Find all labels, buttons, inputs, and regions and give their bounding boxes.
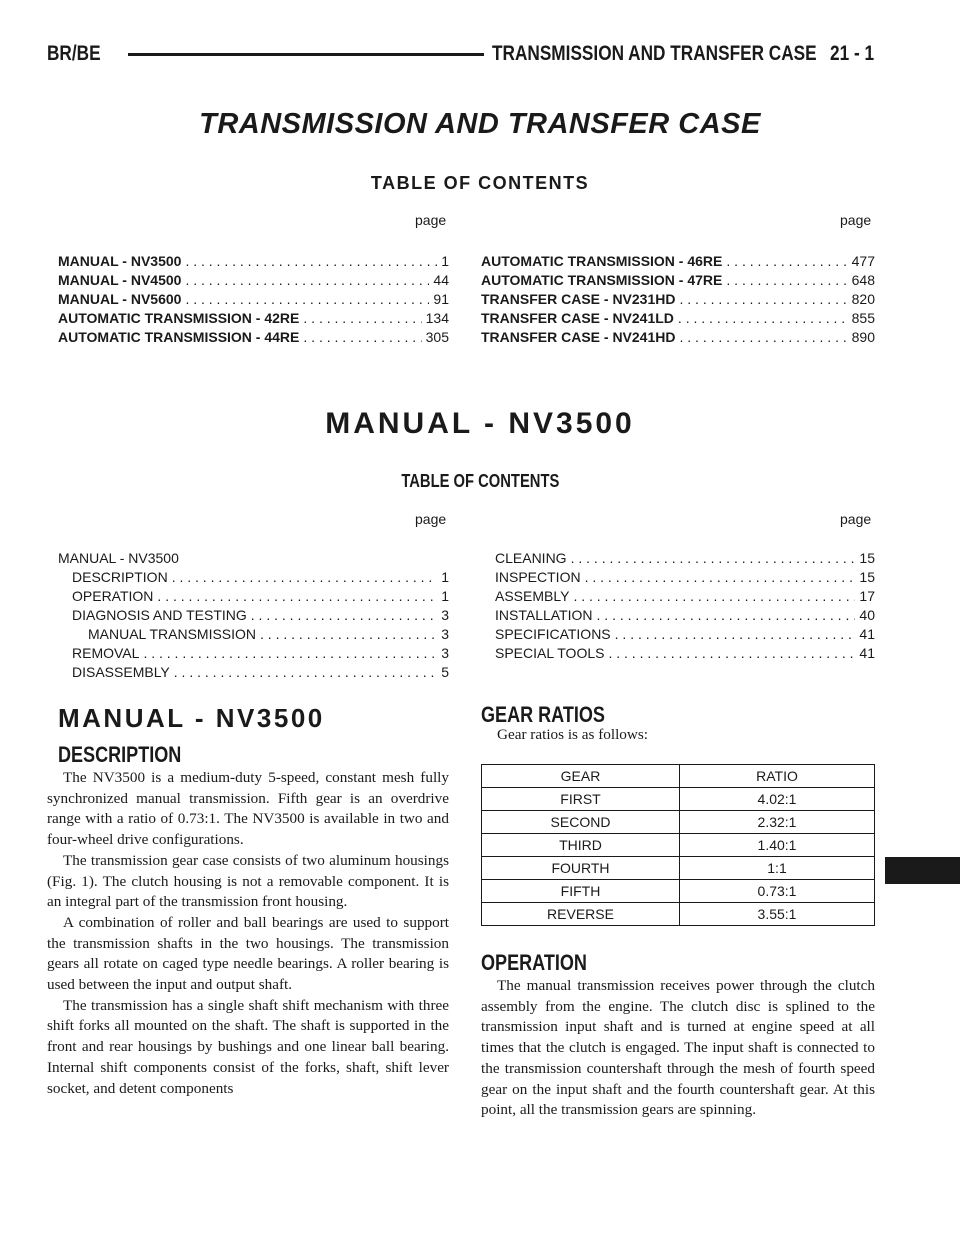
toc-leader (679, 328, 847, 347)
toc-entry[interactable] (481, 271, 875, 290)
toc-leader (615, 625, 856, 644)
toc-entry-page: 305 (425, 329, 449, 345)
toc-entry-page: 15 (859, 550, 875, 566)
toc-entry[interactable] (495, 606, 875, 625)
toc-entry-page: 820 (851, 291, 875, 307)
toc-entry-page: 1 (441, 588, 449, 604)
toc-entry-label: MANUAL - NV4500 (58, 272, 182, 288)
toc-entry[interactable] (58, 644, 449, 663)
toc-entry-label: DISASSEMBLY (72, 664, 170, 680)
toc-leader (573, 587, 855, 606)
header-page-number: 21 - 1 (830, 42, 875, 65)
toc-entry[interactable] (481, 252, 875, 271)
table-header-cell: RATIO (680, 765, 875, 788)
description-paragraph: The transmission gear case consists of two aluminum housings (Fig. 1). The clutch housing is not a removable component. It is an integral part of the transmission front housing. (47, 851, 449, 911)
toc-entry-page: 15 (859, 569, 875, 585)
toc-entry[interactable] (58, 271, 449, 290)
toc-entry-label: AUTOMATIC TRANSMISSION - 44RE (58, 329, 300, 345)
toc-entry-label: AUTOMATIC TRANSMISSION - 42RE (58, 310, 300, 326)
header-section-code: BR/BE (47, 42, 101, 65)
toc-entry-label: CLEANING (495, 550, 567, 566)
toc-entry-page: 17 (859, 588, 875, 604)
toc-entry-page: 3 (441, 645, 449, 661)
toc-entry[interactable] (495, 625, 875, 644)
toc-entry-page: 890 (851, 329, 875, 345)
section-toc-group[interactable] (58, 549, 449, 568)
toc-entry-page: 41 (859, 626, 875, 642)
toc-entry-label: ASSEMBLY (495, 588, 570, 604)
header-rule (128, 53, 484, 56)
table-row (482, 834, 875, 857)
description-paragraph: The transmission has a single shaft shift mechanism with three shift forks all mounted on the shaft. The shaft is supported in the front and rear housings by bushings and one linear ball bearing. Internal shift components consist of the forks, shaft, shift lever socket, and detent components (47, 996, 449, 1097)
toc-leader (726, 252, 847, 271)
table-cell: FIRST (482, 788, 680, 811)
gear-ratios-heading: GEAR RATIOS (481, 702, 605, 727)
toc-entry-page: 855 (851, 310, 875, 326)
toc-entry-page: 5 (441, 664, 449, 680)
description-paragraph: A combination of roller and ball bearings are used to support the transmission shafts in the two housings. The transmission gears all rotate on caged type needle bearings. A roller bearing is used between the input and output shaft. (47, 913, 449, 994)
toc-leader (174, 663, 437, 682)
toc-leader (585, 568, 856, 587)
toc-entry-label: REMOVAL (72, 645, 140, 661)
toc-entry[interactable] (58, 309, 449, 328)
toc-entry[interactable] (495, 644, 875, 663)
table-cell: FOURTH (482, 857, 680, 880)
toc-leader (172, 568, 438, 587)
toc-entry[interactable] (481, 309, 875, 328)
section-toc-heading (0, 471, 960, 492)
toc-leader (678, 309, 848, 328)
table-cell: THIRD (482, 834, 680, 857)
toc-leader (185, 252, 437, 271)
toc-entry-label: DESCRIPTION (72, 569, 168, 585)
toc-entry-page: 44 (433, 272, 449, 288)
toc-entry[interactable] (495, 587, 875, 606)
toc-right-column (481, 252, 875, 347)
toc-entry[interactable] (481, 328, 875, 347)
table-cell: 0.73:1 (680, 880, 875, 903)
toc-leader (157, 587, 437, 606)
header-title: TRANSMISSION AND TRANSFER CASE (492, 42, 817, 65)
toc-entry-page: 40 (859, 607, 875, 623)
table-cell: 2.32:1 (680, 811, 875, 834)
toc-leader (303, 328, 421, 347)
toc-leader (571, 549, 856, 568)
body-heading: MANUAL - NV3500 (58, 703, 325, 733)
toc-entry-label: INSPECTION (495, 569, 581, 585)
table-row (482, 880, 875, 903)
section-toc-heading-text: TABLE OF CONTENTS (401, 471, 559, 491)
table-header-row (482, 765, 875, 788)
table-cell: REVERSE (482, 903, 680, 926)
table-cell: SECOND (482, 811, 680, 834)
toc-leader (185, 290, 429, 309)
table-row (482, 811, 875, 834)
toc-entry[interactable] (58, 587, 449, 606)
toc-entry[interactable] (58, 625, 449, 644)
toc-entry-label: MANUAL - NV5600 (58, 291, 182, 307)
toc-entry[interactable] (58, 328, 449, 347)
table-header-cell: GEAR (482, 765, 680, 788)
section-tab-marker (885, 857, 960, 884)
toc-entry-label: MANUAL TRANSMISSION (88, 626, 257, 642)
toc-entry[interactable] (58, 663, 449, 682)
section-toc-page-label-right: page (840, 511, 872, 527)
operation-paragraph: The manual transmission receives power through the clutch assembly from the engine. The clutch disc is splined to the transmission input shaft and is turned at engine speed at all times that the clutch is engaged. The input shaft is connected to the transmission countershaft through the mesh of fourth speed gear on the input shaft and the fourth countershaft gear. At this point, all the transmission gears are spinning. (481, 977, 875, 1119)
toc-entry[interactable] (58, 290, 449, 309)
toc-page-label-left: page (415, 212, 447, 228)
toc-entry-label: SPECIFICATIONS (495, 626, 611, 642)
toc-leader (608, 644, 855, 663)
toc-entry[interactable] (481, 290, 875, 309)
toc-leader (597, 606, 856, 625)
toc-entry-label: TRANSFER CASE - NV241LD (481, 310, 674, 326)
toc-entry-page: 1 (441, 569, 449, 585)
section-toc-group-label: MANUAL - NV3500 (58, 550, 179, 566)
description-heading: DESCRIPTION (58, 742, 182, 767)
toc-entry-page: 648 (851, 272, 875, 288)
description-text (47, 768, 449, 1099)
toc-entry-label: DIAGNOSIS AND TESTING (72, 607, 247, 623)
toc-entry-label: TRANSFER CASE - NV231HD (481, 291, 676, 307)
gear-ratios-intro: Gear ratios is as follows: (497, 726, 648, 743)
toc-leader (726, 271, 847, 290)
section-title: MANUAL - NV3500 (325, 407, 635, 440)
toc-leader (260, 625, 437, 644)
toc-entry-page: 477 (851, 253, 875, 269)
table-cell: 3.55:1 (680, 903, 875, 926)
toc-leader (143, 644, 437, 663)
toc-entry-page: 3 (441, 626, 449, 642)
operation-heading: OPERATION (481, 950, 587, 975)
main-title: TRANSMISSION AND TRANSFER CASE (199, 108, 761, 140)
toc-entry[interactable] (58, 606, 449, 625)
toc-entry-page: 134 (425, 310, 449, 326)
toc-page-label-right: page (840, 212, 872, 228)
section-toc-left-column (58, 549, 449, 682)
table-row (482, 788, 875, 811)
toc-heading: TABLE OF CONTENTS (370, 173, 590, 193)
table-cell: 1.40:1 (680, 834, 875, 857)
toc-entry[interactable] (495, 549, 875, 568)
toc-entry-label: INSTALLATION (495, 607, 593, 623)
toc-entry-label: OPERATION (72, 588, 154, 604)
toc-leader (679, 290, 847, 309)
toc-entry-label: AUTOMATIC TRANSMISSION - 47RE (481, 272, 723, 288)
toc-entry-label: SPECIAL TOOLS (495, 645, 605, 661)
toc-leader (303, 309, 421, 328)
toc-entry-label: TRANSFER CASE - NV241HD (481, 329, 676, 345)
toc-entry-page: 1 (441, 253, 449, 269)
toc-entry[interactable] (58, 568, 449, 587)
toc-entry-page: 3 (441, 607, 449, 623)
toc-entry-label: MANUAL - NV3500 (58, 253, 182, 269)
table-cell: 4.02:1 (680, 788, 875, 811)
operation-text (481, 976, 875, 1121)
toc-entry-page: 91 (433, 291, 449, 307)
table-row (482, 857, 875, 880)
description-paragraph: The NV3500 is a medium-duty 5-speed, constant mesh fully synchronized manual transmission. Fifth gear is an overdrive range with a ratio of 0.73:1. The NV3500 is available in two and four-wheel drive configurations. (47, 769, 449, 849)
section-toc-right-column (495, 549, 875, 663)
toc-leader (251, 606, 437, 625)
gear-ratio-table (481, 764, 875, 926)
toc-left-column (58, 252, 449, 347)
table-cell: 1:1 (680, 857, 875, 880)
toc-entry-page: 41 (859, 645, 875, 661)
section-toc-page-label-left: page (415, 511, 447, 527)
table-row (482, 903, 875, 926)
toc-entry[interactable] (495, 568, 875, 587)
toc-entry[interactable] (58, 252, 449, 271)
toc-leader (185, 271, 429, 290)
toc-entry-label: AUTOMATIC TRANSMISSION - 46RE (481, 253, 723, 269)
table-cell: FIFTH (482, 880, 680, 903)
